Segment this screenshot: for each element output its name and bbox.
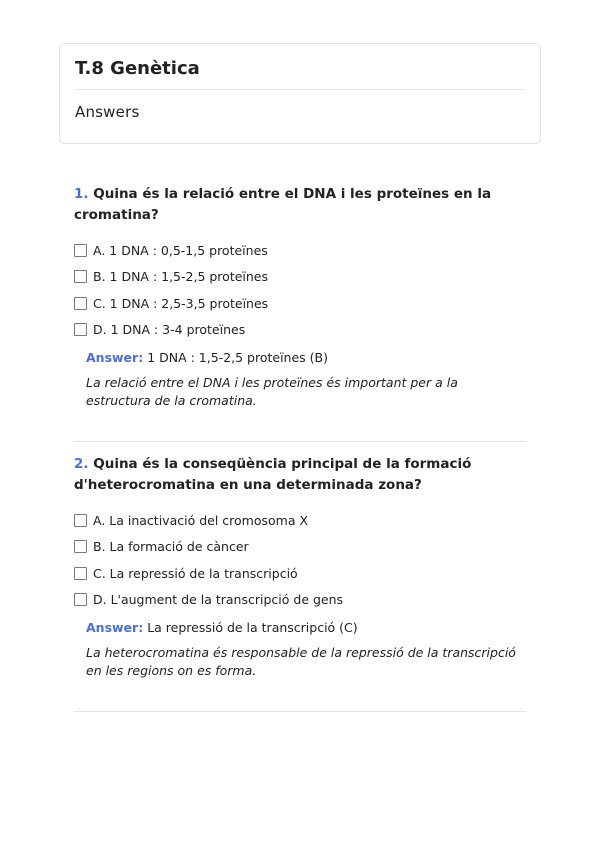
option-label: A. La inactivació del cromosoma X bbox=[93, 512, 309, 528]
answer-value: 1 DNA : 1,5-2,5 proteïnes (B) bbox=[147, 350, 328, 365]
question-text bbox=[74, 454, 526, 496]
option-label: C. 1 DNA : 2,5-3,5 proteïnes bbox=[93, 295, 269, 311]
checkbox-icon[interactable] bbox=[74, 514, 87, 527]
question-divider bbox=[74, 441, 526, 442]
answer-line bbox=[86, 619, 526, 637]
checkbox-icon[interactable] bbox=[74, 297, 87, 310]
option-c[interactable] bbox=[74, 290, 526, 317]
checkbox-icon[interactable] bbox=[74, 270, 87, 283]
checkbox-icon[interactable] bbox=[74, 593, 87, 606]
option-label: D. 1 DNA : 3-4 proteïnes bbox=[93, 322, 246, 338]
page-subtitle: Answers bbox=[75, 103, 140, 121]
checkbox-icon[interactable] bbox=[74, 244, 87, 257]
answer-block bbox=[86, 619, 526, 680]
question-text bbox=[74, 184, 526, 226]
option-d[interactable] bbox=[74, 317, 526, 344]
options-list bbox=[74, 237, 526, 343]
answer-explanation: La heterocromatina és responsable de la repressió de la transcripció en les regions on es forma. bbox=[86, 645, 516, 678]
option-label: B. 1 DNA : 1,5-2,5 proteïnes bbox=[93, 269, 269, 285]
checkbox-icon[interactable] bbox=[74, 567, 87, 580]
checkbox-icon[interactable] bbox=[74, 323, 87, 336]
answer-block bbox=[86, 349, 526, 410]
option-c[interactable] bbox=[74, 560, 526, 587]
option-label: C. La repressió de la transcripció bbox=[93, 565, 298, 581]
option-label: A. 1 DNA : 0,5-1,5 proteïnes bbox=[93, 242, 268, 258]
options-list bbox=[74, 507, 526, 613]
question-number: 1. bbox=[74, 186, 89, 202]
answer-value: La repressió de la transcripció (C) bbox=[147, 620, 358, 635]
answer-label: Answer: bbox=[86, 620, 144, 635]
question-divider bbox=[74, 711, 526, 712]
question-2 bbox=[74, 454, 526, 680]
question-prompt: Quina és la relació entre el DNA i les proteïnes en la cromatina? bbox=[74, 186, 492, 223]
answer-explanation: La relació entre el DNA i les proteïnes és important per a la estructura de la cromatina. bbox=[86, 375, 458, 408]
answer-label: Answer: bbox=[86, 350, 144, 365]
option-b[interactable] bbox=[74, 534, 526, 561]
checkbox-icon[interactable] bbox=[74, 540, 87, 553]
option-label: D. L'augment de la transcripció de gens bbox=[93, 592, 344, 608]
header-card bbox=[59, 43, 541, 144]
option-label: B. La formació de càncer bbox=[93, 539, 249, 555]
option-d[interactable] bbox=[74, 587, 526, 614]
option-a[interactable] bbox=[74, 237, 526, 264]
page-title: T.8 Genètica bbox=[75, 58, 200, 79]
header-divider bbox=[75, 89, 525, 90]
question-number: 2. bbox=[74, 456, 89, 472]
question-1 bbox=[74, 184, 526, 410]
option-b[interactable] bbox=[74, 264, 526, 291]
option-a[interactable] bbox=[74, 507, 526, 534]
question-prompt: Quina és la conseqüència principal de la formació d'heterocromatina en una determinada zona? bbox=[74, 456, 472, 493]
answer-line bbox=[86, 349, 526, 367]
